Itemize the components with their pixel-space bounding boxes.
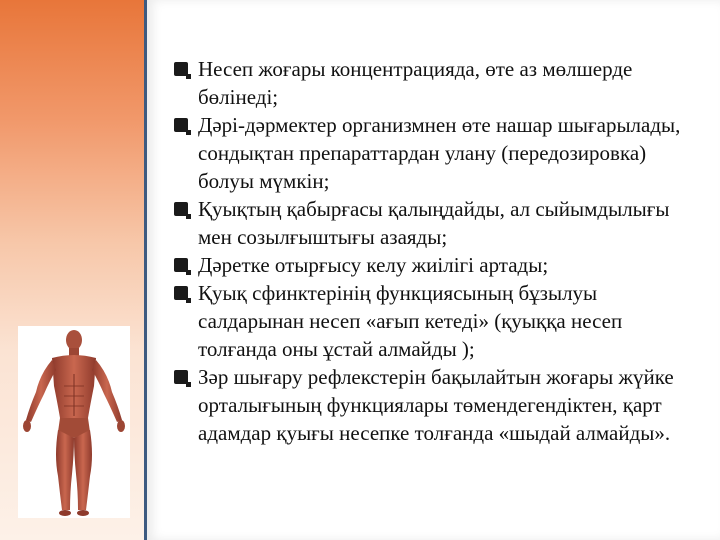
square-bullet-icon [174, 202, 188, 216]
square-bullet-icon [174, 258, 188, 272]
bullet-item [174, 195, 704, 251]
bullet-item [174, 111, 704, 195]
square-bullet-icon [174, 118, 188, 132]
bullet-text: Қуық сфинктерінің функциясының бұзылуы салдарынан несеп «ағып кетеді» (қуыққа несеп толғанда оны ұстай алмайды ); [198, 281, 623, 361]
square-bullet-icon [174, 62, 188, 76]
bullet-text: Дәретке отырғысу келу жиілігі артады; [198, 253, 549, 277]
bullet-item [174, 55, 704, 111]
bullet-text: Зәр шығару рефлекстерін бақылайтын жоғары жүйке орталығының функциялары төмендегендіктен, қарт адамдар қуығы несепке толғанда «шыдай алмайды». [198, 365, 674, 445]
anatomy-muscle-figure-icon [18, 326, 130, 518]
bullet-item [174, 363, 704, 447]
bullet-item [174, 251, 704, 279]
bullet-list [174, 55, 704, 447]
bullet-text: Дәрі-дәрмектер организмнен өте нашар шығарылады, сондықтан препараттардан улану (передозировка) болуы мүмкін; [198, 113, 681, 193]
square-bullet-icon [174, 286, 188, 300]
square-bullet-icon [174, 370, 188, 384]
bullet-text: Қуықтың қабырғасы қалыңдайды, ал сыйымдылығы мен созылғыштығы азаяды; [198, 197, 670, 249]
bullet-item [174, 279, 704, 363]
bullet-text: Несеп жоғары концентрацияда, өте аз мөлшерде бөлінеді; [198, 57, 633, 109]
